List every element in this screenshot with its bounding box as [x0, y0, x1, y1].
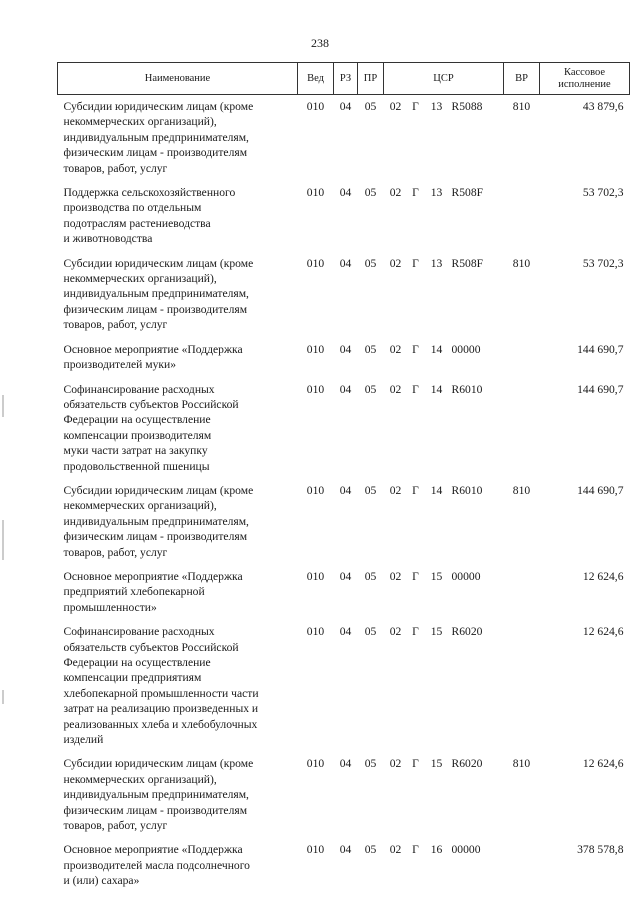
csr-direction: R6020 [451, 625, 483, 639]
csr-activity: 14 [430, 483, 443, 497]
row-amount: 144 690,7 [577, 483, 624, 497]
csr-subprogram: Г [412, 382, 419, 396]
csr-subprogram: Г [412, 342, 419, 356]
csr-program: 02 [389, 625, 402, 639]
row-rz: 04 [339, 625, 352, 639]
row-name: Субсидии юридическим лицам (кроме некоммерческих организаций), индивидуальным предпринимателям, физическим лицам - производителям товаров, работ, услуг [63, 483, 254, 559]
table-row [58, 378, 630, 479]
table-row [58, 252, 630, 338]
row-csr [384, 252, 504, 338]
row-csr [384, 338, 504, 378]
row-name: Субсидии юридическим лицам (кроме некоммерческих организаций), индивидуальным предпринимателям, физическим лицам - производителям товаров, работ, услуг [63, 757, 254, 833]
row-name: Субсидии юридическим лицам (кроме некоммерческих организаций), индивидуальным предпринимателям, физическим лицам - производителям товаров, работ, услуг [63, 100, 254, 175]
csr-direction: 00000 [451, 342, 481, 356]
csr-program: 02 [389, 256, 402, 270]
csr-activity: 15 [430, 625, 443, 639]
row-name: Основное мероприятие «Поддержка предприятий хлебопекарной промышленности» [63, 569, 243, 614]
row-name: Софинансирование расходных обязательств субъектов Российской Федерации на осуществление компенсации производителям муки части затрат на закупку продовольственной пшеницы [63, 382, 239, 473]
csr-subprogram: Г [412, 843, 419, 857]
row-name-cell [58, 620, 298, 752]
csr-program: 02 [389, 382, 402, 396]
csr-direction: R6010 [451, 483, 483, 497]
csr-subprogram: Г [412, 625, 419, 639]
row-ved: 010 [306, 256, 325, 270]
row-name-cell [58, 95, 298, 182]
row-vr [504, 565, 540, 620]
row-amount: 144 690,7 [577, 382, 624, 396]
row-amount: 12 624,6 [582, 569, 624, 583]
column-header-rz: РЗ [334, 63, 358, 95]
table-row [58, 620, 630, 752]
csr-direction: R508F [451, 186, 484, 200]
row-amount: 378 578,8 [577, 843, 624, 857]
csr-direction: R6010 [451, 382, 483, 396]
csr-activity: 16 [430, 843, 443, 857]
row-rz: 04 [339, 382, 352, 396]
csr-program: 02 [389, 483, 402, 497]
row-ved: 010 [306, 483, 325, 497]
row-pr: 05 [364, 256, 377, 270]
csr-activity: 13 [430, 100, 443, 113]
csr-program: 02 [389, 569, 402, 583]
row-amount: 43 879,6 [582, 100, 624, 113]
row-amount: 53 702,3 [582, 186, 624, 200]
row-vr: 810 [512, 483, 531, 497]
csr-program: 02 [389, 342, 402, 356]
csr-subprogram: Г [412, 186, 419, 200]
row-pr: 05 [364, 382, 377, 396]
row-pr: 05 [364, 625, 377, 639]
row-csr [384, 752, 504, 838]
row-pr: 05 [364, 186, 377, 200]
table-row [58, 565, 630, 620]
row-name: Основное мероприятие «Поддержка производителей муки» [63, 342, 243, 372]
csr-subprogram: Г [412, 569, 419, 583]
row-name-cell [58, 252, 298, 338]
csr-program: 02 [389, 757, 402, 771]
row-name-cell [58, 752, 298, 838]
row-vr: 810 [512, 757, 531, 771]
row-name: Субсидии юридическим лицам (кроме некоммерческих организаций), индивидуальным предпринимателям, физическим лицам - производителям товаров, работ, услуг [63, 256, 254, 332]
row-vr [504, 838, 540, 893]
row-pr: 05 [364, 342, 377, 356]
csr-activity: 15 [430, 757, 443, 771]
row-ved: 010 [306, 569, 325, 583]
csr-subprogram: Г [412, 256, 419, 270]
row-name-cell [58, 378, 298, 479]
table-row [58, 752, 630, 838]
row-pr: 05 [364, 483, 377, 497]
column-header-name: Наименование [58, 63, 298, 95]
row-rz: 04 [339, 342, 352, 356]
csr-activity: 13 [430, 186, 443, 200]
row-rz: 04 [339, 843, 352, 857]
row-name-cell [58, 838, 298, 893]
row-pr: 05 [364, 100, 377, 113]
column-header-amount: Кассовое исполнение [540, 63, 630, 95]
table-row [58, 181, 630, 252]
csr-direction: R6020 [451, 757, 483, 771]
row-pr: 05 [364, 843, 377, 857]
csr-activity: 13 [430, 256, 443, 270]
column-header-vr: ВР [504, 63, 540, 95]
csr-program: 02 [389, 843, 402, 857]
row-rz: 04 [339, 186, 352, 200]
row-ved: 010 [306, 382, 325, 396]
row-csr [384, 181, 504, 252]
row-name-cell [58, 565, 298, 620]
row-amount: 144 690,7 [577, 342, 624, 356]
column-header-pr: ПР [358, 63, 384, 95]
csr-activity: 14 [430, 382, 443, 396]
csr-direction: R5088 [451, 100, 483, 113]
row-rz: 04 [339, 569, 352, 583]
scan-edge-mark [2, 520, 4, 560]
row-amount: 12 624,6 [582, 757, 624, 771]
row-name: Поддержка сельскохозяйственного производства по отдельным подотраслям растениеводства и животноводства [63, 186, 236, 246]
row-ved: 010 [306, 843, 325, 857]
csr-activity: 14 [430, 342, 443, 356]
csr-activity: 15 [430, 569, 443, 583]
row-rz: 04 [339, 483, 352, 497]
row-csr [384, 378, 504, 479]
row-csr [384, 565, 504, 620]
row-csr [384, 95, 504, 182]
row-vr [504, 181, 540, 252]
row-ved: 010 [306, 757, 325, 771]
row-vr: 810 [512, 256, 531, 270]
row-name-cell [58, 181, 298, 252]
row-amount: 53 702,3 [582, 256, 624, 270]
csr-program: 02 [389, 186, 402, 200]
table-header-row [58, 63, 630, 95]
table-row [58, 338, 630, 378]
csr-subprogram: Г [412, 757, 419, 771]
row-rz: 04 [339, 256, 352, 270]
row-csr [384, 620, 504, 752]
row-amount: 12 624,6 [582, 625, 624, 639]
row-pr: 05 [364, 757, 377, 771]
row-ved: 010 [306, 342, 325, 356]
row-vr [504, 338, 540, 378]
row-ved: 010 [306, 625, 325, 639]
row-ved: 010 [306, 186, 325, 200]
csr-program: 02 [389, 100, 402, 113]
row-vr: 810 [512, 100, 531, 113]
row-csr [384, 479, 504, 565]
row-name: Софинансирование расходных обязательств субъектов Российской Федерации на осуществление компенсации предприятиям хлебопекарной промышленности части затрат на реализацию произведенных и реализованных хлеба и хлебобулочных изделий [63, 625, 259, 747]
row-name: Основное мероприятие «Поддержка производителей масла подсолнечного и (или) сахара» [63, 843, 250, 888]
row-vr [504, 620, 540, 752]
row-rz: 04 [339, 100, 352, 113]
column-header-csr: ЦСР [384, 63, 504, 95]
csr-direction: R508F [451, 256, 484, 270]
row-vr [504, 378, 540, 479]
csr-direction: 00000 [451, 569, 481, 583]
row-pr: 05 [364, 569, 377, 583]
csr-subprogram: Г [412, 483, 419, 497]
page-number: 238 [311, 36, 329, 50]
row-csr [384, 838, 504, 893]
csr-subprogram: Г [412, 100, 419, 113]
row-name-cell [58, 479, 298, 565]
table-row [58, 479, 630, 565]
column-header-ved: Вед [298, 63, 334, 95]
row-rz: 04 [339, 757, 352, 771]
scan-edge-mark [2, 395, 4, 417]
table-row [58, 95, 630, 182]
scan-edge-mark [2, 690, 4, 704]
budget-table [57, 62, 630, 894]
csr-direction: 00000 [451, 843, 481, 857]
row-ved: 010 [306, 100, 325, 113]
row-name-cell [58, 338, 298, 378]
table-row [58, 838, 630, 893]
